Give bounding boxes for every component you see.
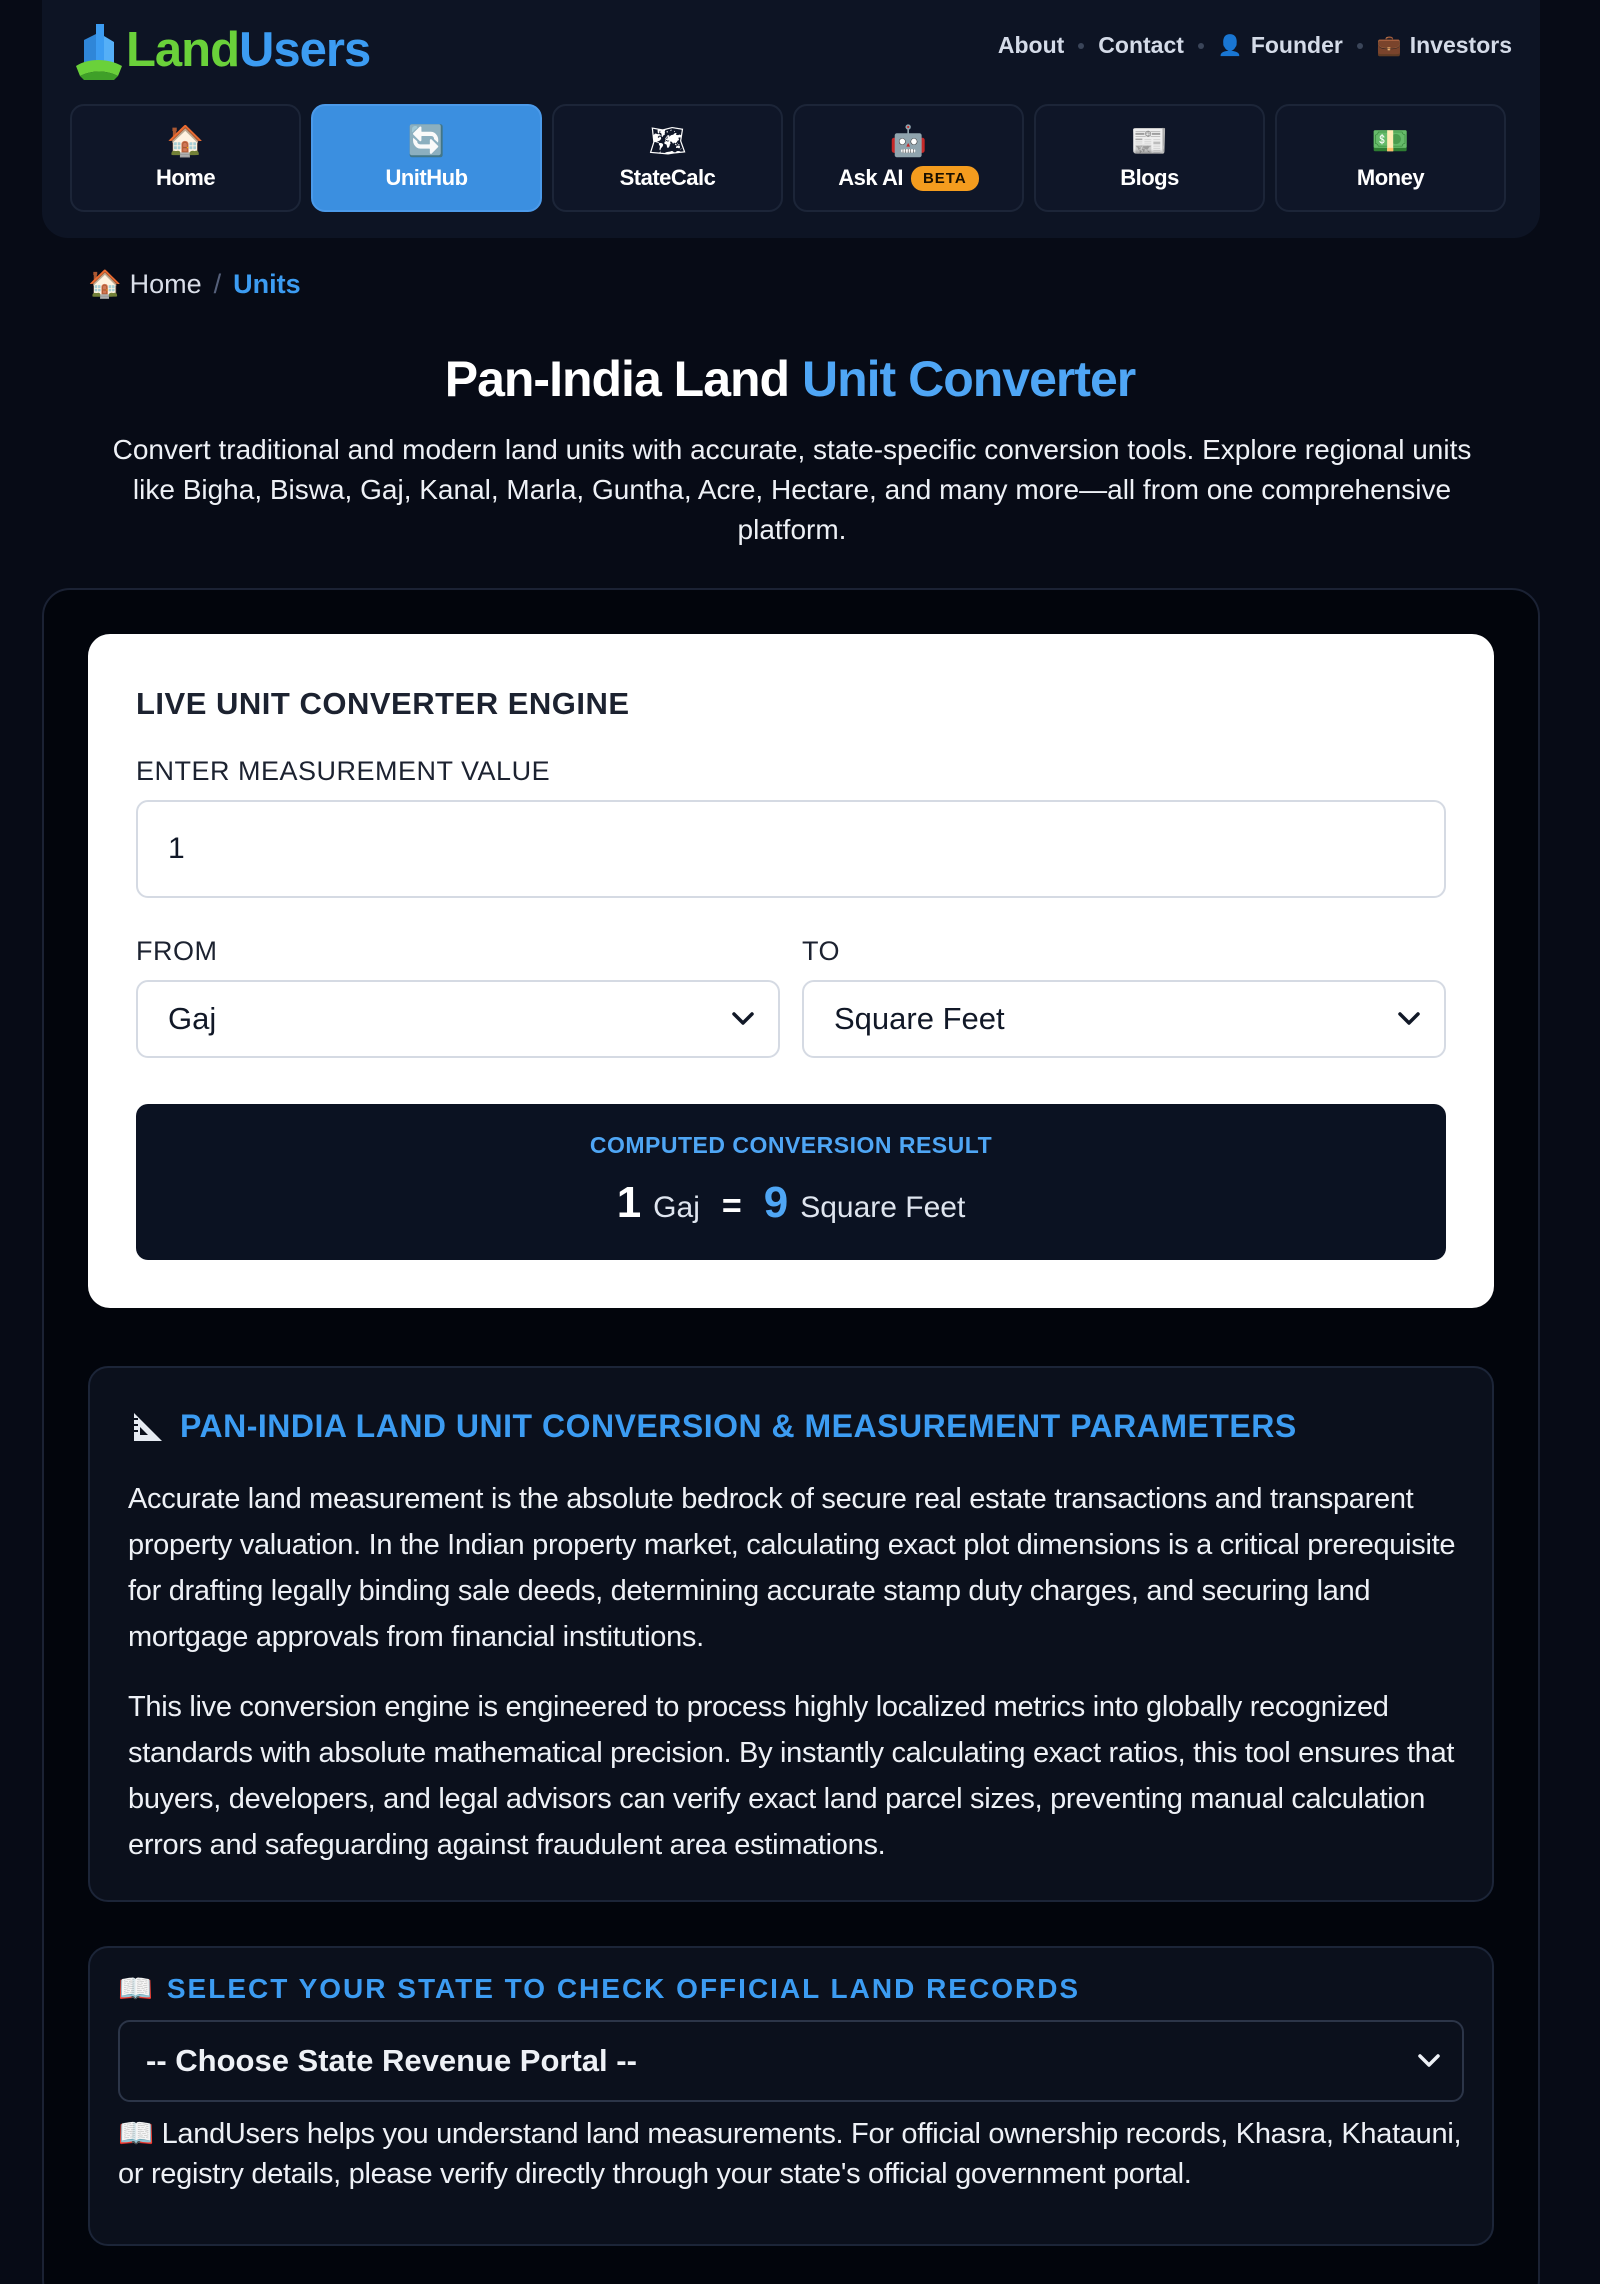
converter-title: LIVE UNIT CONVERTER ENGINE xyxy=(136,686,630,721)
money-icon: 💵 xyxy=(1371,125,1410,158)
result-label: COMPUTED CONVERSION RESULT xyxy=(589,1132,993,1158)
state-records-card xyxy=(88,1946,1494,2246)
site-logo[interactable] xyxy=(74,18,370,82)
chevron-down-icon xyxy=(1418,2054,1440,2068)
refresh-icon: 🔄 xyxy=(407,125,446,158)
logo-mark-icon xyxy=(74,20,124,80)
site-header xyxy=(42,0,1540,238)
tab-money[interactable] xyxy=(1275,104,1506,212)
breadcrumb-separator: / xyxy=(213,268,222,299)
info-heading-row xyxy=(130,1408,1297,1445)
open-book-icon: 📖 xyxy=(118,1973,153,2004)
result-input-value: 1 xyxy=(616,1178,642,1227)
open-book-icon: 📖 xyxy=(118,2118,154,2150)
to-unit-select[interactable] xyxy=(802,980,1446,1058)
house-icon: 🏠 xyxy=(88,269,122,299)
briefcase-icon: 💼 xyxy=(1376,35,1402,57)
info-paragraph-1: Accurate land measurement is the absolute bedrock of secure real estate transactions and transparent property valuation. In the Indian property market, calculating exact plot dimensions is a critical prerequisite for drafting legally binding sale deeds, determining accurate stamp duty charges, and securing land mortgage approvals from financial institutions. xyxy=(128,1483,1456,1653)
tab-label: UnitHub xyxy=(385,165,468,190)
nav-contact-label: Contact xyxy=(1098,32,1184,58)
chevron-down-icon xyxy=(732,1012,754,1026)
converter-card xyxy=(88,634,1494,1308)
tab-label: Ask AI xyxy=(838,165,903,190)
result-from-unit: Gaj xyxy=(653,1191,700,1224)
state-heading: SELECT YOUR STATE TO CHECK OFFICIAL LAND RECORDS xyxy=(166,1972,1081,2004)
tab-blogs[interactable] xyxy=(1034,104,1265,212)
measurement-input-value: 1 xyxy=(168,832,185,865)
state-disclaimer xyxy=(118,2114,1478,2194)
info-card xyxy=(88,1366,1494,1902)
map-icon: 🗺 xyxy=(648,125,687,158)
from-unit-select[interactable] xyxy=(136,980,780,1058)
tab-label: Home xyxy=(155,165,216,190)
triangular-ruler-icon xyxy=(130,1409,166,1445)
tab-ask-ai[interactable] xyxy=(793,104,1024,212)
nav-founder-link[interactable] xyxy=(1218,32,1343,59)
nav-about-link[interactable] xyxy=(998,32,1064,59)
logo-text-land: Land xyxy=(126,23,240,77)
measurement-input[interactable] xyxy=(136,800,1446,898)
nav-separator xyxy=(1198,43,1204,49)
page-title xyxy=(0,350,1580,408)
value-label: ENTER MEASUREMENT VALUE xyxy=(136,756,551,786)
nav-investors-label: Investors xyxy=(1409,32,1512,58)
result-equals: = xyxy=(721,1187,742,1225)
state-portal-select[interactable] xyxy=(118,2020,1464,2102)
result-to-unit: Square Feet xyxy=(800,1191,966,1224)
tab-label: Blogs xyxy=(1120,165,1179,190)
breadcrumb-home-label: Home xyxy=(129,268,202,299)
page-subtitle: Convert traditional and modern land units with accurate, state-specific conversion tools. Explore regional units like Bigha, Biswa, Gaj, Kanal, Marla, Guntha, Acre, Hectare, and many more—all from one comprehensive platform. xyxy=(112,434,1472,545)
beta-badge: BETA xyxy=(911,166,979,191)
chevron-down-icon xyxy=(1398,1012,1420,1026)
breadcrumb-home-link[interactable] xyxy=(88,268,202,300)
newspaper-icon: 📰 xyxy=(1130,125,1169,158)
nav-about-label: About xyxy=(997,32,1065,58)
nav-separator xyxy=(1078,43,1084,49)
main-tabs xyxy=(70,104,1506,212)
tab-home[interactable] xyxy=(70,104,301,212)
state-portal-value: -- Choose State Revenue Portal -- xyxy=(146,2043,637,2078)
page-title-accent: Unit Converter xyxy=(802,351,1136,407)
result-line xyxy=(136,1178,1446,1228)
page-title-plain: Pan-India Land xyxy=(444,351,790,407)
robot-icon: 🤖 xyxy=(889,125,928,158)
nav-investors-link[interactable] xyxy=(1377,32,1512,59)
tab-label: StateCalc xyxy=(619,165,716,190)
person-icon: 👤 xyxy=(1217,35,1243,57)
info-paragraph-2: This live conversion engine is engineered to process highly localized metrics into globally recognized standards with absolute mathematical precision. By instantly calculating exact ratios, this tool ensures that buyers, developers, and legal advisors can verify exact land parcel sizes, preventing manual calculation errors and safeguarding against fraudulent area estimations. xyxy=(128,1691,1455,1861)
tab-statecalc[interactable] xyxy=(552,104,783,212)
to-unit-value: Square Feet xyxy=(834,1001,1005,1036)
tab-label-wrap xyxy=(838,165,978,191)
breadcrumb xyxy=(88,268,301,300)
conversion-result-box xyxy=(136,1104,1446,1260)
nav-contact-link[interactable] xyxy=(1098,32,1184,59)
tab-unithub[interactable] xyxy=(311,104,542,212)
top-nav xyxy=(998,32,1512,59)
nav-separator xyxy=(1357,43,1363,49)
tab-label: Money xyxy=(1356,165,1425,190)
nav-founder-label: Founder xyxy=(1250,32,1343,58)
result-output-value: 9 xyxy=(763,1178,789,1227)
from-label: FROM xyxy=(136,936,218,966)
info-heading: PAN-INDIA LAND UNIT CONVERSION & MEASUREMENT PARAMETERS xyxy=(180,1408,1297,1444)
house-icon: 🏠 xyxy=(166,125,205,158)
from-unit-value: Gaj xyxy=(168,1001,217,1036)
breadcrumb-current: Units xyxy=(233,268,301,299)
logo-text-users: Users xyxy=(239,23,371,77)
state-heading-row xyxy=(118,1972,1080,2005)
state-disclaimer-text: LandUsers helps you understand land measurements. For official ownership records, Khasra, Khatauni, or registry details, please verify directly through your state's official government portal. xyxy=(118,2118,1462,2190)
to-label: TO xyxy=(802,936,841,966)
